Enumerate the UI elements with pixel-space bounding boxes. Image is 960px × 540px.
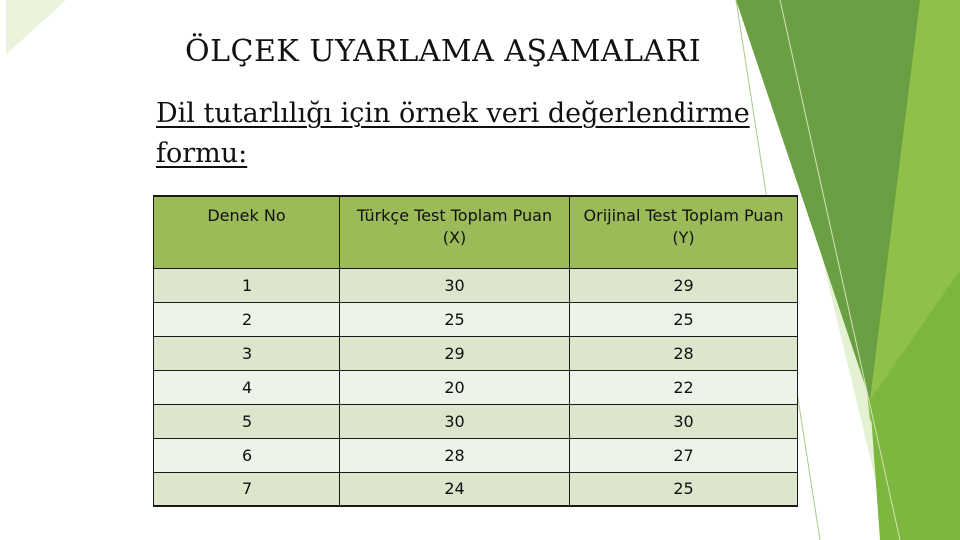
cell-turkish-score: 24 [340, 472, 570, 506]
corner-light-green-triangle [0, 0, 66, 60]
cell-turkish-score: 20 [340, 370, 570, 404]
cell-subject-no: 7 [154, 472, 340, 506]
evaluation-table [153, 195, 798, 507]
cell-subject-no: 5 [154, 404, 340, 438]
cell-original-score: 27 [570, 438, 798, 472]
cell-subject-no: 1 [154, 268, 340, 302]
table-header-row [154, 196, 798, 268]
cell-turkish-score: 30 [340, 268, 570, 302]
cell-original-score: 29 [570, 268, 798, 302]
cell-subject-no: 3 [154, 336, 340, 370]
slide-title: ÖLÇEK UYARLAMA AŞAMALARI [185, 34, 702, 69]
table-row [154, 404, 798, 438]
header-turkish-test-score: Türkçe Test Toplam Puan (X) [340, 196, 570, 268]
table-row [154, 370, 798, 404]
cell-original-score: 25 [570, 472, 798, 506]
cell-original-score: 30 [570, 404, 798, 438]
cell-subject-no: 2 [154, 302, 340, 336]
table-row [154, 336, 798, 370]
cell-original-score: 22 [570, 370, 798, 404]
cell-subject-no: 4 [154, 370, 340, 404]
cell-subject-no: 6 [154, 438, 340, 472]
slide-subtitle: Dil tutarlılığı için örnek veri değerlendirme formu: [156, 98, 750, 169]
cell-turkish-score: 30 [340, 404, 570, 438]
header-original-test-score: Orijinal Test Toplam Puan (Y) [570, 196, 798, 268]
cell-turkish-score: 28 [340, 438, 570, 472]
table-row [154, 472, 798, 506]
cell-turkish-score: 29 [340, 336, 570, 370]
table-row [154, 302, 798, 336]
left-edge-strip [0, 0, 6, 540]
table-row [154, 438, 798, 472]
header-subject-no: Denek No [154, 196, 340, 268]
cell-original-score: 25 [570, 302, 798, 336]
cell-original-score: 28 [570, 336, 798, 370]
table-row [154, 268, 798, 302]
cell-turkish-score: 25 [340, 302, 570, 336]
